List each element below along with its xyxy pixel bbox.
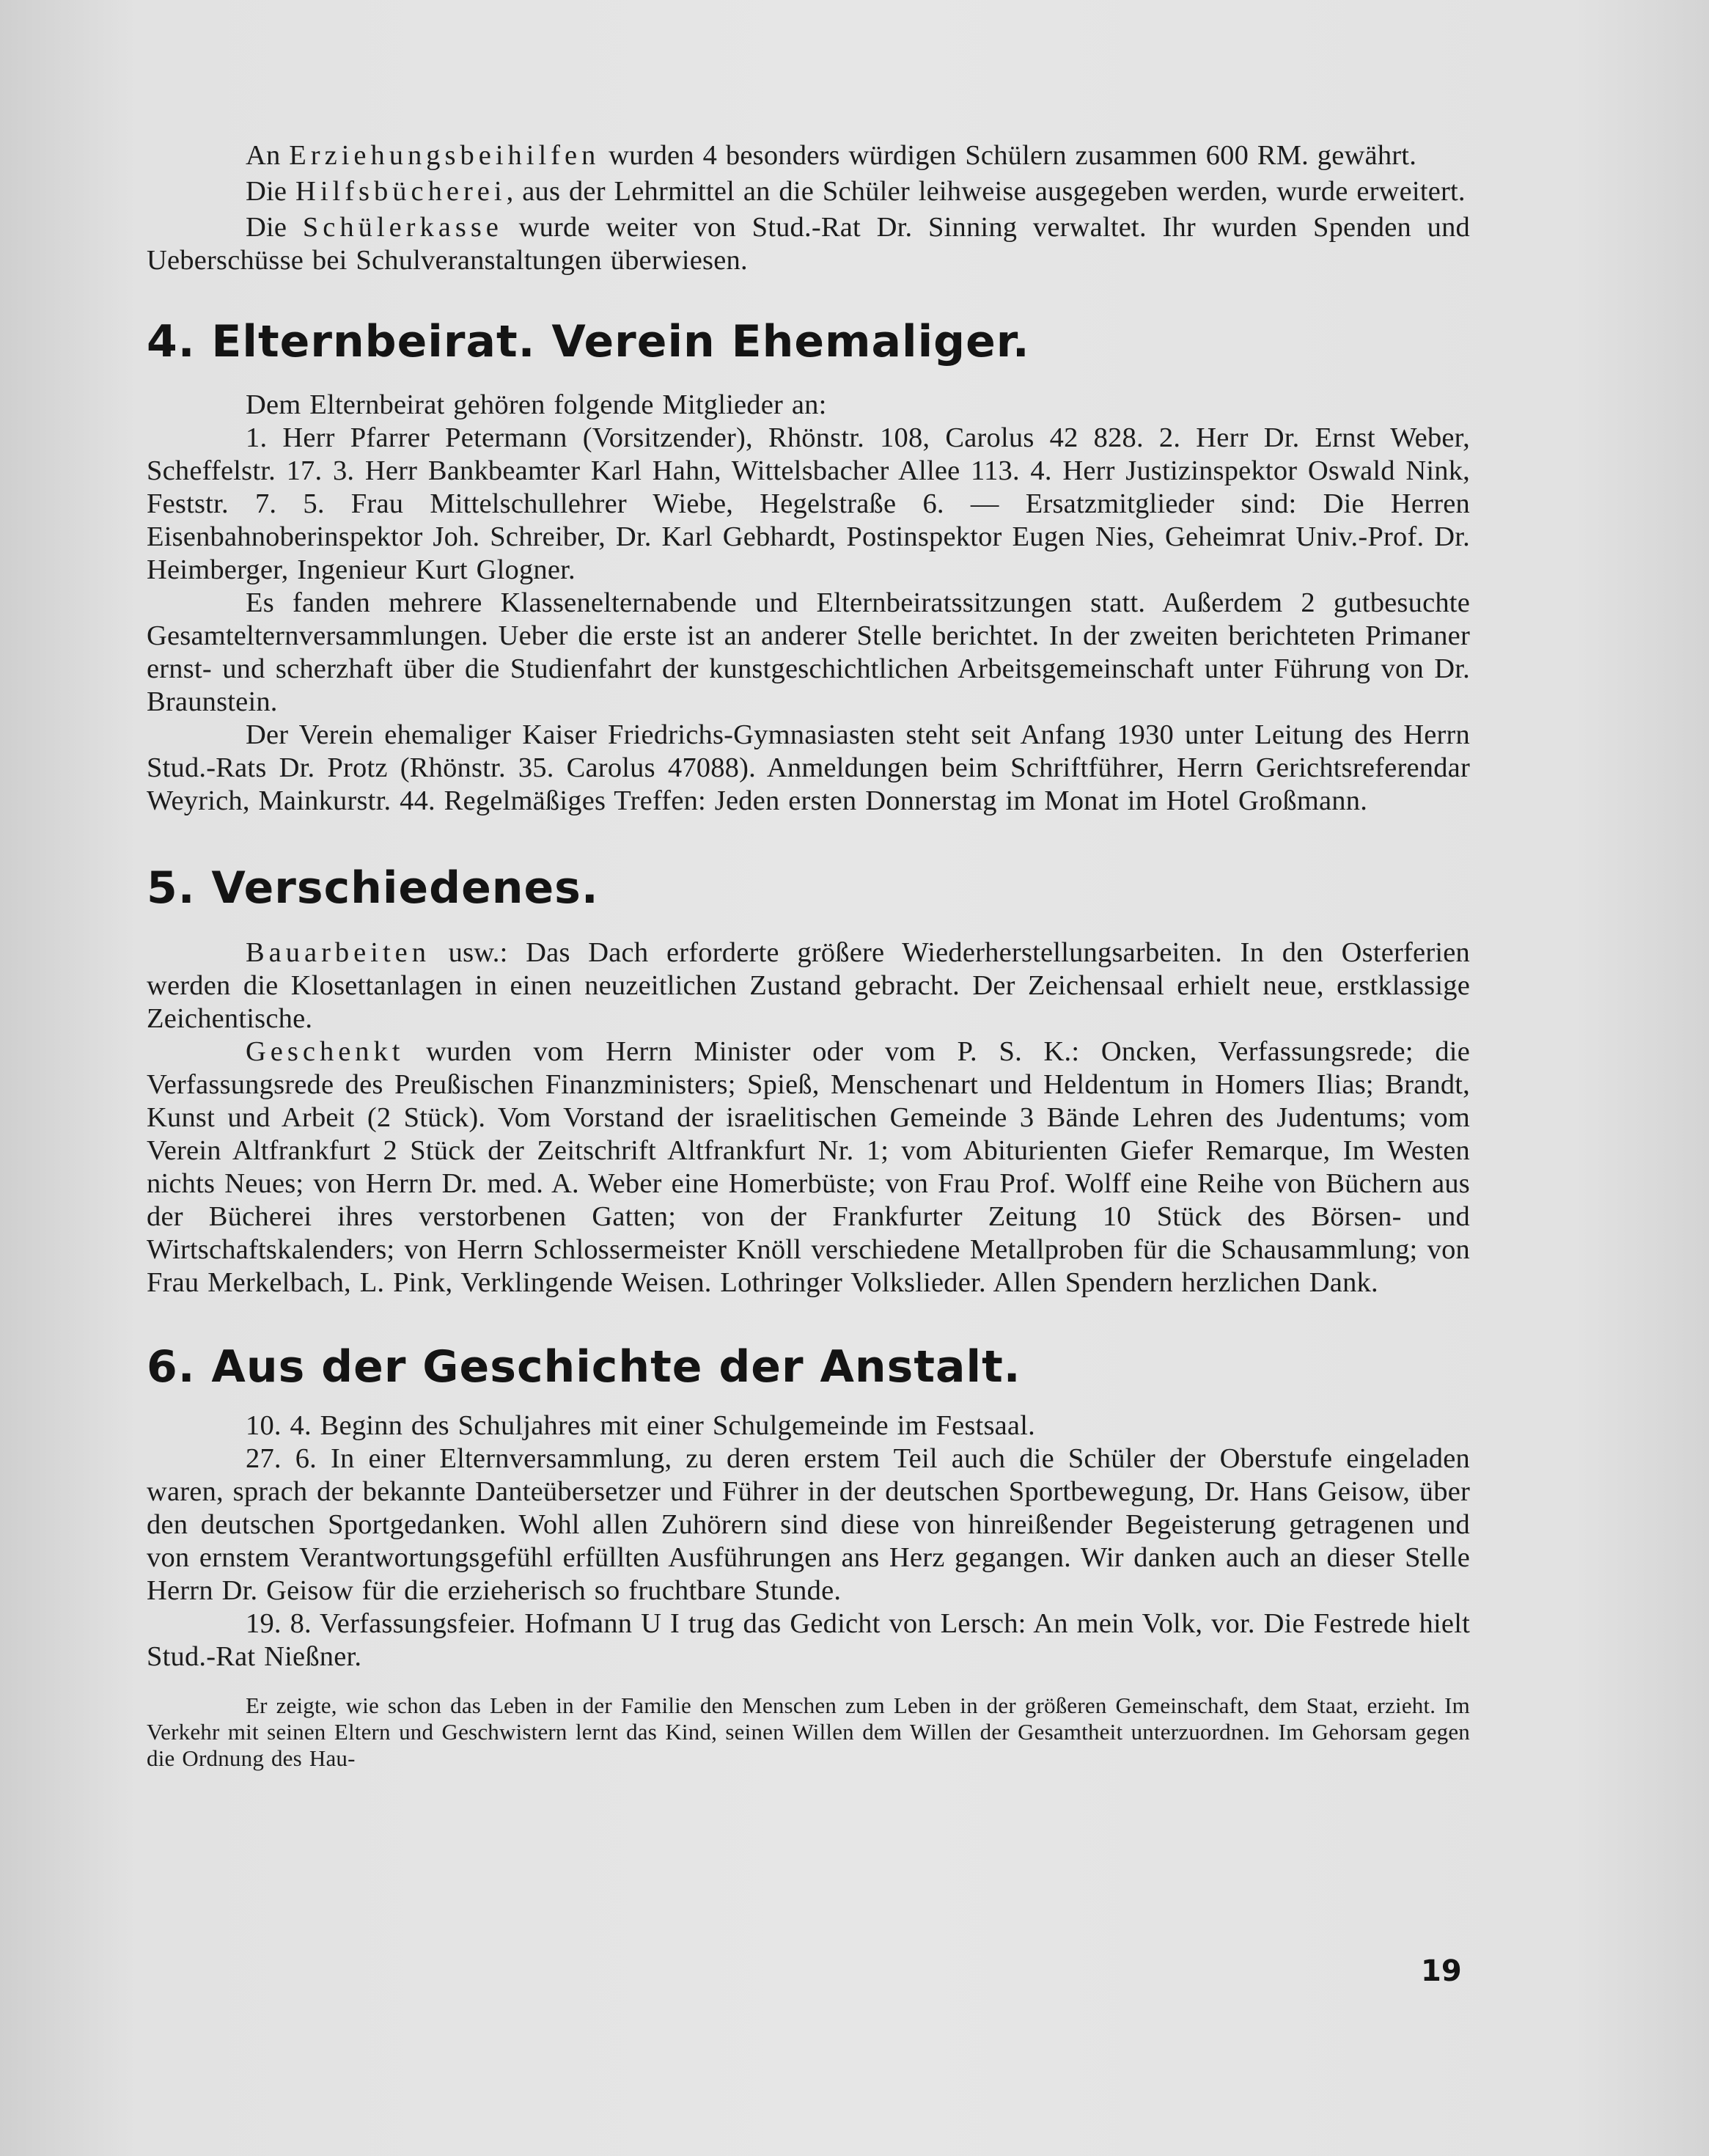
spaced-term: Hilfsbücherei <box>295 176 507 207</box>
paragraph-schuljahr-beginn: 10. 4. Beginn des Schuljahres mit einer Schulgemeinde im Festsaal. <box>246 1410 1035 1441</box>
paragraph-festrede-summary: Er zeigte, wie schon das Leben in der Familie den Menschen zum Leben in der größeren Gemeinschaft, dem Staat, erzieht. Im Verkehr mit seinen Eltern und Geschwistern lernt das Kind, seinen Willen dem Willen der Gesamtheit unterzuordnen. Im Gehorsam gegen die Ordnung des Hau- <box>147 1693 1470 1771</box>
paragraph-elternbeirat-members: 1. Herr Pfarrer Petermann (Vorsitzender), Rhönstr. 108, Carolus 42 828. 2. Herr Dr. Ernst Weber, Scheffelstr. 17. 3. Herr Bankbeamter Karl Hahn, Wittelsbacher Allee 113. 4. Herr Justizinspektor Oswald Nink, Feststr. 7. 5. Frau Mittelschullehrer Wiebe, Hegelstraße 6. — Ersatzmitglieder sind: Die Herren Eisenbahnoberinspektor Joh. Schreiber, Dr. Karl Gebhardt, Postinspektor Eugen Nies, Geheimrat Univ.-Prof. Dr. Heimberger, Ingenieur Kurt Glogner. <box>147 422 1470 585</box>
paragraph-elternabende: Es fanden mehrere Klassenelternabende und Elternbeiratssitzungen statt. Außerdem 2 gutbesuchte Gesamtelternversammlungen. Ueber die erste ist an anderer Stelle berichtet. In der zweiten berichteten Primaner ernst- und scherzhaft über die Studienfahrt der kunstgeschichtlichen Arbeitsgemeinschaft unter Führung von Dr. Braunstein. <box>147 587 1470 717</box>
text-run: wurde weiter von Stud.-Rat Dr. Sinning verwaltet. Ihr wurden Spenden und Ueberschüsse bei Schulveranstaltungen überwiesen. <box>147 212 1471 276</box>
text-run: Die <box>246 176 296 207</box>
paragraph-hilfsbuecherei <box>147 175 1470 208</box>
spaced-term: Bauarbeiten <box>246 937 430 968</box>
text-run: usw.: Das Dach erforderte größere Wiederherstellungsarbeiten. In den Osterferien werden die Klosettanlagen in einen neuzeitlichen Zustand gebracht. Der Zeichensaal erhielt neue, erstklassige Zeichentische. <box>147 937 1470 1034</box>
paragraph-bauarbeiten <box>147 936 1470 1035</box>
spaced-term: Geschenkt <box>246 1036 405 1067</box>
paragraph-verfassungsfeier: 19. 8. Verfassungsfeier. Hofmann U I trug das Gedicht von Lersch: An mein Volk, vor. Die Festrede hielt Stud.-Rat Nießner. <box>147 1608 1470 1672</box>
section-heading-5: 5. Verschiedenes. <box>147 862 599 914</box>
paragraph-erziehungsbeihilfen <box>147 139 1470 172</box>
paragraph-verein-ehemaliger: Der Verein ehemaliger Kaiser Friedrichs-Gymnasiasten steht seit Anfang 1930 unter Leitung des Herrn Stud.-Rats Dr. Protz (Rhönstr. 35. Carolus 47088). Anmeldungen beim Schriftführer, Herrn Gerichtsreferendar Weyrich, Mainkurstr. 44. Regelmäßiges Treffen: Jeden ersten Donnerstag im Monat im Hotel Großmann. <box>147 719 1470 816</box>
spaced-term: Schülerkasse <box>302 212 503 243</box>
paragraph-schuelerkasse <box>147 211 1470 277</box>
paragraph-elternversammlung: 27. 6. In einer Elternversammlung, zu deren erstem Teil auch die Schüler der Oberstufe eingeladen waren, sprach der bekannte Danteübersetzer und Führer in der deutschen Sportbewegung, Dr. Hans Geisow, über den deutschen Sportgedanken. Wohl allen Zuhörern sind diese von hinreißender Begeisterung getragenen und von ernstem Verantwortungsgefühl erfüllten Ausführungen ans Herz gegangen. Wir danken auch an dieser Stelle Herrn Dr. Geisow für die erzieherisch so fruchtbare Stunde. <box>147 1443 1470 1606</box>
text-run: wurden vom Herrn Minister oder vom P. S. K.: Oncken, Verfassungsrede; die Verfassungsrede des Preußischen Finanzministers; Spieß, Menschenart und Heldentum in Homers Ilias; Brandt, Kunst und Arbeit (2 Stück). Vom Vorstand der israelitischen Gemeinde 3 Bände Lehren des Judentums; vom Verein Altfrankfurt 2 Stück der Zeitschrift Altfrankfurt Nr. 1; vom Abiturienten Giefer Remarque, Im Westen nichts Neues; von Herrn Dr. med. A. Weber eine Homerbüste; von Frau Prof. Wolff eine Reihe von Büchern aus der Bücherei ihres verstorbenen Gatten; von der Frankfurter Zeitung 10 Stück des Börsen- und Wirtschaftskalenders; von Herrn Schlossermeister Knöll verschiedene Metallproben für die Schausammlung; von Frau Merkelbach, L. Pink, Verklingende Weisen. Lothringer Volkslieder. Allen Spendern herzlichen Dank. <box>147 1036 1470 1298</box>
text-run: wurden 4 besonders würdigen Schülern zusammen 600 RM. gewährt. <box>600 140 1417 171</box>
spaced-term: Erziehungsbeihilfen <box>289 140 600 171</box>
section-heading-4: 4. Elternbeirat. Verein Ehemaliger. <box>147 316 1030 367</box>
text-run: Die <box>246 212 303 243</box>
section-heading-6: 6. Aus der Geschichte der Anstalt. <box>147 1341 1021 1393</box>
paragraph-elternbeirat-intro: Dem Elternbeirat gehören folgende Mitglieder an: <box>246 389 827 420</box>
page-number: 19 <box>1421 1954 1462 1988</box>
page-content <box>147 139 1470 1772</box>
text-run: , aus der Lehrmittel an die Schüler leihweise ausgegeben werden, wurde erweitert. <box>506 176 1466 207</box>
paragraph-geschenkt <box>147 1035 1470 1299</box>
text-run: An <box>246 140 290 171</box>
